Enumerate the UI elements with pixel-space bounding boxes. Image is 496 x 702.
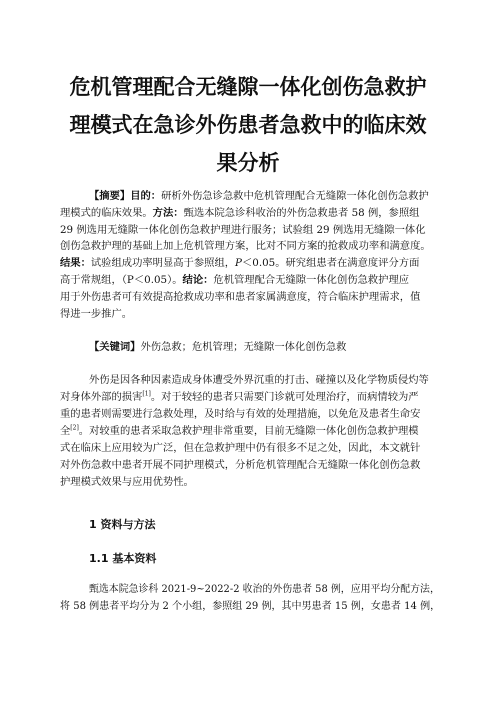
abstract-text: 高于常规组，（P＜0.05）。: [60, 274, 183, 286]
article-title: [60, 68, 436, 182]
abstract-line-2: [60, 206, 419, 220]
section-line-1: 甄选本院急诊科 2021-9~2022-2 收治的外伤患者 58 例，应用平均分配方法，: [89, 583, 440, 595]
abstract-line-1: [89, 189, 429, 203]
intro-text: 对身体外部的损害: [60, 391, 143, 403]
purpose-label: 目的：: [130, 190, 162, 202]
keywords-label: 【关键词】: [89, 341, 141, 353]
intro-line-6: 对外伤急救中患者开展不同护理模式，分析危机管理配合无缝隙一体化创伤急救: [60, 459, 421, 471]
abstract-text: 试验组成功率明显高于参照组，: [90, 257, 236, 269]
keywords-text: 外伤急救；危机管理；无缝隙一体化创伤急救: [140, 341, 347, 353]
abstract-text: ＜0.05。研究组患者在满意度评分方面: [241, 257, 420, 269]
abstract-text: 研析外伤急诊急救中危机管理配合无缝隙一体化创伤急救护: [161, 190, 429, 202]
abstract-text: 危机管理配合无缝隙一体化创伤急救护理应: [213, 274, 410, 286]
keywords-line: [89, 340, 346, 354]
section-line-2: 将 58 例患者平均分为 2 个小组，参照组 29 例，其中男患者 15 例，女患者 14 例，: [60, 600, 441, 612]
intro-line-1: 外伤是因各种因素造成身体遭受外界沉重的打击、碰撞以及化学物质侵灼等: [89, 374, 429, 386]
abstract-label: 【摘要】: [89, 190, 131, 202]
p-value-symbol: P: [235, 257, 242, 269]
abstract-line-8: 得进一步推广。: [60, 308, 133, 320]
intro-line-3: 重的患者则需要进行急救处理，及时给与有效的处理措施，以免危及患者生命安: [60, 408, 421, 420]
citation-ref: [1]: [142, 390, 151, 398]
abstract-line-7: 用于外伤患者可有效提高抢救成功率和患者家属满意度，符合临床护理需求，值: [60, 291, 421, 303]
intro-line-2: [60, 390, 419, 404]
conclusion-label: 结论：: [182, 274, 214, 286]
intro-line-4: [60, 424, 419, 438]
section-heading: 1 资料与方法: [89, 518, 156, 531]
intro-text: 。对于较轻的患者只需要门诊就可处理治疗，而病情较为严: [150, 391, 419, 403]
intro-line-5: 式在临床上应用较为广泛，但在急救护理中仍有很多不足之处，因此，本文就针: [60, 442, 421, 454]
title-line-1: 危机管理配合无缝隙一体化创伤急救护: [69, 75, 427, 99]
abstract-line-6: [60, 273, 409, 287]
title-line-2: 理模式在急诊外伤患者急救中的临床效: [69, 113, 427, 137]
method-label: 方法：: [152, 207, 184, 219]
intro-line-7: 护理模式效果与应用优势性。: [60, 476, 194, 488]
subsection-heading: 1.1 基本资料: [89, 552, 157, 565]
abstract-line-5: [60, 256, 419, 270]
intro-text: 。对较重的患者采取急救护理非常重要，目前无缝隙一体化创伤急救护理模: [78, 425, 419, 437]
abstract-text: 理模式的临床效果。: [60, 207, 153, 219]
abstract-line-4: 创伤急救护理的基础上加上危机管理方案，比对不同方案的抢救成功率和满意度。: [60, 240, 431, 252]
citation-ref: [2]: [70, 424, 79, 432]
abstract-line-3: 29 例选用无缝隙一体化创伤急救护理进行服务；试验组 29 例选用无缝隙一体化: [60, 224, 426, 236]
title-line-3: 果分析: [216, 151, 280, 175]
abstract-text: 甄选本院急诊科收治的外伤急救患者 58 例，参照组: [183, 207, 420, 219]
result-label: 结果：: [60, 257, 91, 269]
intro-text: 全: [60, 425, 71, 437]
